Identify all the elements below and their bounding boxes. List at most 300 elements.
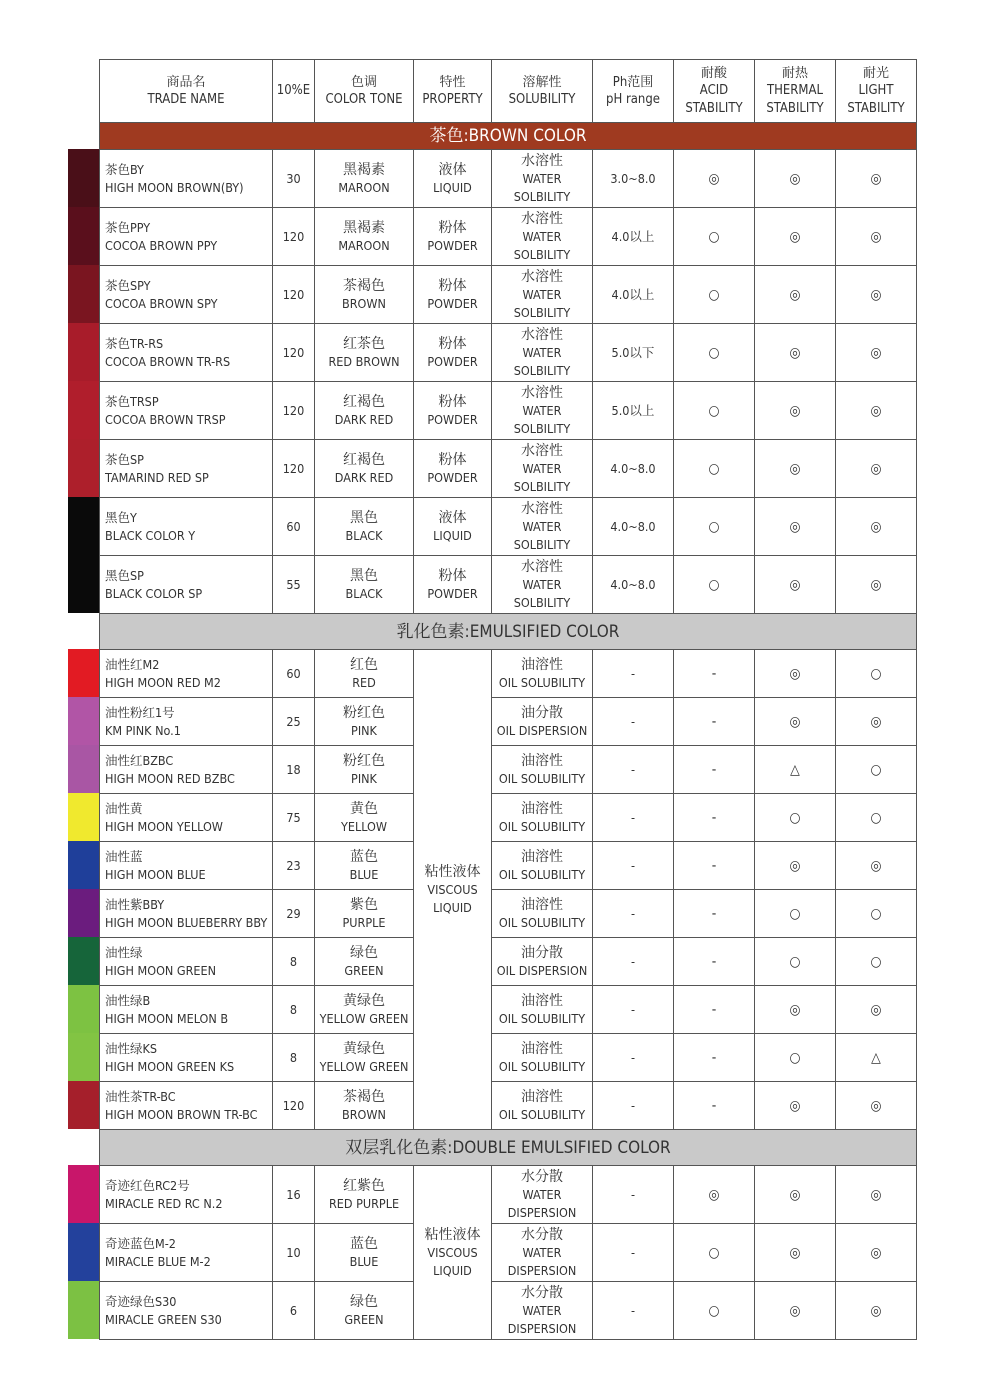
cell-text: ◎	[789, 402, 801, 419]
table-row	[100, 498, 917, 556]
cell-text: HIGH MOON BLUEBERRY BBY	[105, 914, 268, 930]
cell-text: ◎	[870, 713, 882, 730]
table-row	[100, 1166, 917, 1224]
cell-text: 茶色PPY	[105, 219, 151, 235]
e-value-cell	[273, 1082, 315, 1130]
thermal-stability-cell	[755, 746, 836, 794]
cell-text: 60	[286, 518, 301, 534]
cell-text: 水溶性	[521, 442, 563, 459]
e-value-cell	[273, 150, 315, 208]
ph-range-cell	[593, 842, 674, 890]
cell-text: -	[711, 857, 717, 874]
cell-text: HIGH MOON RED BZBC	[105, 770, 235, 786]
cell-text: YELLOW GREEN	[319, 1010, 409, 1026]
cell-text: EMULSIFIED COLOR	[469, 621, 620, 642]
color-tone-cell	[315, 266, 414, 324]
cell-text: 绿色	[350, 1293, 378, 1310]
cell-text: 油溶性	[521, 800, 563, 817]
color-swatch	[68, 265, 99, 323]
light-stability-cell	[836, 324, 917, 382]
acid-stability-header: 耐酸 ACID STABILITY	[674, 60, 755, 123]
acid-stability-cell	[674, 150, 755, 208]
cell-text: 红茶色	[343, 335, 385, 352]
cell-text: -	[711, 905, 717, 922]
cell-text: ○	[870, 905, 882, 922]
ph-range-cell	[593, 698, 674, 746]
table-row	[100, 324, 917, 382]
cell-text: RED BROWN	[328, 353, 400, 369]
cell-text: 18	[286, 761, 301, 777]
cell-text: 油性茶TR-BC	[105, 1088, 176, 1104]
cell-text: OIL SOLUBILITY	[498, 1058, 586, 1074]
cell-text: 120	[282, 228, 305, 244]
cell-text: 奇迹蓝色M-2	[105, 1235, 176, 1251]
cell-text: 油溶性	[521, 992, 563, 1009]
solubility-cell	[492, 698, 593, 746]
trade-name-cell	[100, 938, 273, 986]
cell-text: HIGH MOON MELON B	[105, 1010, 229, 1026]
property-cell	[414, 382, 492, 440]
cell-text: -	[630, 713, 636, 729]
trade-name-cell	[100, 986, 273, 1034]
cell-text: -	[630, 953, 636, 969]
light-stability-cell	[836, 556, 917, 614]
cell-text: OIL SOLUBILITY	[498, 914, 586, 930]
table-row	[100, 208, 917, 266]
solubility-cell	[492, 1166, 593, 1224]
color-swatch	[68, 889, 99, 937]
cell-text: LIQUID	[433, 527, 472, 543]
cell-text: 乳化色素:	[396, 621, 470, 642]
cell-text: OIL DISPERSION	[496, 722, 588, 738]
ph-range-cell	[593, 938, 674, 986]
color-swatch	[68, 439, 99, 497]
color-tone-header: 色调 COLOR TONE	[315, 60, 414, 123]
cell-text: -	[630, 1049, 636, 1065]
acid-stability-cell	[674, 794, 755, 842]
cell-text: ○	[708, 286, 720, 303]
cell-text: TAMARIND RED SP	[105, 469, 209, 485]
cell-text: ○	[708, 402, 720, 419]
cell-text: VISCOUS	[427, 881, 478, 897]
cell-text: ◎	[870, 286, 882, 303]
cell-text: SOLBILITY	[513, 478, 571, 494]
color-tone-cell	[315, 382, 414, 440]
light-stability-cell	[836, 1166, 917, 1224]
solubility-cell	[492, 382, 593, 440]
cell-text: -	[630, 905, 636, 921]
trade-name-header: 商品名 TRADE NAME	[100, 60, 273, 123]
cell-text: LIQUID	[433, 179, 472, 195]
color-swatch	[68, 1081, 99, 1129]
e-value-cell	[273, 986, 315, 1034]
cell-text: BLACK COLOR SP	[105, 585, 203, 601]
cell-text: OIL SOLUBILITY	[498, 866, 586, 882]
cell-text: -	[711, 713, 717, 730]
cell-text: DISPERSION	[507, 1262, 577, 1278]
table-row	[100, 698, 917, 746]
property-cell	[414, 1166, 492, 1340]
cell-text: 茶色:	[429, 126, 469, 146]
thermal-stability-cell	[755, 1282, 836, 1340]
cell-text: -	[630, 1097, 636, 1113]
cell-text: OIL SOLUBILITY	[498, 1010, 586, 1026]
acid-stability-cell	[674, 266, 755, 324]
cell-text: COCOA BROWN SPY	[105, 295, 218, 311]
cell-text: 茶色TRSP	[105, 393, 159, 409]
section-header-row	[100, 123, 917, 150]
cell-text: BLACK	[345, 585, 383, 601]
ph-range-cell	[593, 1034, 674, 1082]
cell-text: ○	[708, 1244, 720, 1261]
cell-text: 5.0以上	[611, 402, 655, 418]
cell-text: 茶色SP	[105, 451, 144, 467]
color-swatch	[68, 1165, 99, 1223]
cell-text: 4.0以上	[611, 286, 655, 302]
cell-text: 液体	[438, 509, 467, 526]
cell-text: 4.0~8.0	[610, 518, 656, 534]
solubility-cell	[492, 498, 593, 556]
property-cell	[414, 498, 492, 556]
section-header-row	[100, 614, 917, 650]
cell-text: 粉体	[438, 277, 467, 294]
ph-range-cell	[593, 324, 674, 382]
color-tone-cell	[315, 498, 414, 556]
trade-name-cell	[100, 1082, 273, 1130]
cell-text: HIGH MOON RED M2	[105, 674, 221, 690]
trade-name-cell	[100, 150, 273, 208]
cell-text: -	[630, 809, 636, 825]
cell-text: 粘性液体	[424, 1226, 481, 1243]
cell-text: 茶褐色	[343, 277, 385, 294]
cell-text: 红紫色	[343, 1177, 385, 1194]
cell-text: HIGH MOON BLUE	[105, 866, 206, 882]
cell-text: 黄绿色	[343, 1040, 385, 1057]
ph-range-cell	[593, 498, 674, 556]
cell-text: HIGH MOON GREEN KS	[105, 1058, 235, 1074]
thermal-stability-cell	[755, 556, 836, 614]
trade-name-cell	[100, 842, 273, 890]
cell-text: 粘性液体	[424, 863, 481, 880]
cell-text: -	[711, 1049, 717, 1066]
color-tone-cell	[315, 698, 414, 746]
thermal-stability-cell	[755, 1082, 836, 1130]
cell-text: 油性绿B	[105, 992, 151, 1008]
thermal-stability-cell	[755, 650, 836, 698]
cell-text: 紫色	[350, 896, 378, 913]
cell-text: ◎	[708, 1186, 720, 1203]
e-value-cell	[273, 498, 315, 556]
cell-text: 油分散	[521, 704, 563, 721]
color-swatch	[68, 207, 99, 265]
solubility-cell	[492, 650, 593, 698]
e-value-cell	[273, 650, 315, 698]
cell-text: DISPERSION	[507, 1204, 577, 1220]
cell-text: 8	[289, 1049, 298, 1065]
color-swatch	[68, 985, 99, 1033]
ph-range-cell	[593, 650, 674, 698]
cell-text: -	[630, 761, 636, 777]
cell-text: ◎	[789, 1186, 801, 1203]
header-row	[100, 60, 917, 123]
section-header-row	[100, 1130, 917, 1166]
cell-text: △	[871, 1049, 881, 1066]
thermal-stability-cell	[755, 794, 836, 842]
cell-text: 油性紫BBY	[105, 896, 165, 912]
property-cell	[414, 150, 492, 208]
cell-text: GREEN	[344, 962, 384, 978]
light-stability-cell	[836, 382, 917, 440]
cell-text: SOLBILITY	[513, 304, 571, 320]
cell-text: -	[711, 1097, 717, 1114]
light-stability-header: 耐光 LIGHT STABILITY	[836, 60, 917, 123]
cell-text: 25	[286, 713, 301, 729]
property-cell	[414, 556, 492, 614]
solubility-cell	[492, 1034, 593, 1082]
solubility-cell	[492, 746, 593, 794]
ph-range-cell	[593, 150, 674, 208]
cell-text: 油性红M2	[105, 656, 160, 672]
acid-stability-cell	[674, 440, 755, 498]
cell-text: BROWN	[342, 295, 386, 311]
cell-text: RED	[352, 674, 376, 690]
cell-text: 茶色TR-RS	[105, 335, 164, 351]
light-stability-cell	[836, 890, 917, 938]
cell-text: ◎	[789, 665, 801, 682]
solubility-cell	[492, 842, 593, 890]
cell-text: 6	[289, 1302, 298, 1318]
cell-text: 120	[282, 344, 305, 360]
cell-text: 23	[286, 857, 301, 873]
color-tone-cell	[315, 556, 414, 614]
cell-text: -	[711, 665, 717, 682]
color-spec-table	[99, 59, 917, 1340]
color-tone-cell	[315, 440, 414, 498]
cell-text: COCOA BROWN TRSP	[105, 411, 226, 427]
cell-text: -	[711, 761, 717, 778]
solubility-cell	[492, 938, 593, 986]
cell-text: -	[711, 1001, 717, 1018]
cell-text: ◎	[789, 713, 801, 730]
cell-text: ○	[708, 576, 720, 593]
trade-name-cell	[100, 324, 273, 382]
cell-text: 油溶性	[521, 896, 563, 913]
cell-text: ◎	[789, 576, 801, 593]
light-stability-cell	[836, 794, 917, 842]
cell-text: COCOA BROWN TR-RS	[105, 353, 231, 369]
cell-text: COCOA BROWN PPY	[105, 237, 218, 253]
color-tone-cell	[315, 842, 414, 890]
cell-text: ◎	[789, 286, 801, 303]
thermal-stability-cell	[755, 266, 836, 324]
cell-text: 粉体	[438, 451, 467, 468]
ph-range-cell	[593, 986, 674, 1034]
light-stability-cell	[836, 1034, 917, 1082]
section-title	[100, 123, 917, 150]
thermal-stability-cell	[755, 208, 836, 266]
cell-text: 红褐色	[343, 393, 385, 410]
cell-text: 粉体	[438, 393, 467, 410]
ph-range-cell	[593, 382, 674, 440]
cell-text: 黄色	[350, 800, 378, 817]
table-row	[100, 150, 917, 208]
cell-text: 粉体	[438, 219, 467, 236]
cell-text: HIGH MOON BROWN TR-BC	[105, 1106, 258, 1122]
solubility-cell	[492, 266, 593, 324]
trade-name-cell	[100, 890, 273, 938]
cell-text: BLACK COLOR Y	[105, 527, 196, 543]
property-cell	[414, 650, 492, 1130]
cell-text: 蓝色	[350, 1235, 378, 1252]
acid-stability-cell	[674, 208, 755, 266]
cell-text: YELLOW GREEN	[319, 1058, 409, 1074]
cell-text: OIL SOLUBILITY	[498, 1106, 586, 1122]
solubility-cell	[492, 150, 593, 208]
acid-stability-cell	[674, 1034, 755, 1082]
property-cell	[414, 440, 492, 498]
trade-name-cell	[100, 266, 273, 324]
table-row	[100, 794, 917, 842]
cell-text: 奇迹红色RC2号	[105, 1177, 190, 1193]
cell-text: 4.0~8.0	[610, 460, 656, 476]
cell-text: ◎	[870, 518, 882, 535]
e-value-cell	[273, 890, 315, 938]
e-value-cell	[273, 746, 315, 794]
e-value-cell	[273, 382, 315, 440]
cell-text: ○	[870, 953, 882, 970]
cell-text: 水溶性	[521, 326, 563, 343]
e-value-cell	[273, 1034, 315, 1082]
cell-text: 液体	[438, 161, 467, 178]
cell-text: PURPLE	[342, 914, 386, 930]
cell-text: DOUBLE EMULSIFIED COLOR	[452, 1137, 671, 1158]
solubility-cell	[492, 890, 593, 938]
cell-text: 29	[286, 905, 301, 921]
cell-text: 水分散	[521, 1226, 563, 1243]
trade-name-cell	[100, 650, 273, 698]
cell-text: MAROON	[338, 237, 390, 253]
color-tone-cell	[315, 794, 414, 842]
thermal-stability-header: 耐热 THERMAL STABILITY	[755, 60, 836, 123]
trade-name-cell	[100, 746, 273, 794]
e-value-cell	[273, 1166, 315, 1224]
acid-stability-cell	[674, 890, 755, 938]
e-value-cell	[273, 556, 315, 614]
cell-text: HIGH MOON GREEN	[105, 962, 217, 978]
section-title	[100, 1130, 917, 1166]
ph-range-cell	[593, 746, 674, 794]
cell-text: 黑色	[350, 567, 378, 584]
cell-text: ◎	[789, 344, 801, 361]
property-cell	[414, 266, 492, 324]
e-value-cell	[273, 938, 315, 986]
property-cell	[414, 208, 492, 266]
acid-stability-cell	[674, 746, 755, 794]
light-stability-cell	[836, 1224, 917, 1282]
cell-text: ◎	[870, 1186, 882, 1203]
table-row	[100, 1282, 917, 1340]
cell-text: 黑色Y	[105, 509, 137, 525]
cell-text: 120	[282, 460, 305, 476]
cell-text: OIL DISPERSION	[496, 962, 588, 978]
cell-text: WATER	[522, 286, 562, 302]
cell-text: 黑色	[350, 509, 378, 526]
color-swatch	[68, 1033, 99, 1081]
solubility-cell	[492, 1282, 593, 1340]
cell-text: 粉体	[438, 567, 467, 584]
cell-text: WATER	[522, 1244, 562, 1260]
cell-text: ◎	[789, 228, 801, 245]
color-tone-cell	[315, 324, 414, 382]
cell-text: WATER	[522, 344, 562, 360]
cell-text: 油性红BZBC	[105, 752, 174, 768]
property-cell	[414, 324, 492, 382]
cell-text: 水分散	[521, 1168, 563, 1185]
color-swatch	[68, 649, 99, 697]
acid-stability-cell	[674, 1224, 755, 1282]
acid-stability-cell	[674, 842, 755, 890]
cell-text: 茶色BY	[105, 161, 144, 177]
solubility-cell	[492, 440, 593, 498]
color-swatch	[68, 555, 99, 613]
cell-text: OIL SOLUBILITY	[498, 770, 586, 786]
light-stability-cell	[836, 938, 917, 986]
cell-text: 60	[286, 665, 301, 681]
cell-text: ○	[789, 953, 801, 970]
cell-text: ◎	[870, 460, 882, 477]
solubility-cell	[492, 208, 593, 266]
cell-text: KM PINK No.1	[105, 722, 181, 738]
cell-text: SOLBILITY	[513, 362, 571, 378]
acid-stability-cell	[674, 650, 755, 698]
cell-text: ○	[708, 228, 720, 245]
cell-text: △	[790, 761, 800, 778]
acid-stability-cell	[674, 698, 755, 746]
cell-text: ○	[789, 809, 801, 826]
light-stability-cell	[836, 1282, 917, 1340]
cell-text: 4.0~8.0	[610, 576, 656, 592]
thermal-stability-cell	[755, 938, 836, 986]
cell-text: 120	[282, 402, 305, 418]
color-swatch	[68, 841, 99, 889]
cell-text: MAROON	[338, 179, 390, 195]
color-tone-cell	[315, 150, 414, 208]
solubility-cell	[492, 1082, 593, 1130]
color-tone-cell	[315, 1224, 414, 1282]
cell-text: ○	[708, 460, 720, 477]
color-tone-cell	[315, 650, 414, 698]
acid-stability-cell	[674, 1282, 755, 1340]
light-stability-cell	[836, 698, 917, 746]
solubility-cell	[492, 986, 593, 1034]
cell-text: BLUE	[349, 1253, 379, 1269]
e-value-cell	[273, 266, 315, 324]
cell-text: -	[630, 857, 636, 873]
cell-text: GREEN	[344, 1311, 384, 1327]
table-row	[100, 1082, 917, 1130]
cell-text: -	[711, 809, 717, 826]
cell-text: ◎	[789, 1097, 801, 1114]
color-tone-cell	[315, 1082, 414, 1130]
cell-text: 油溶性	[521, 656, 563, 673]
trade-name-cell	[100, 1282, 273, 1340]
color-tone-cell	[315, 938, 414, 986]
cell-text: 油分散	[521, 944, 563, 961]
ph-range-header: Ph范围 pH range	[593, 60, 674, 123]
thermal-stability-cell	[755, 382, 836, 440]
thermal-stability-cell	[755, 440, 836, 498]
cell-text: MIRACLE BLUE M-2	[105, 1253, 211, 1269]
